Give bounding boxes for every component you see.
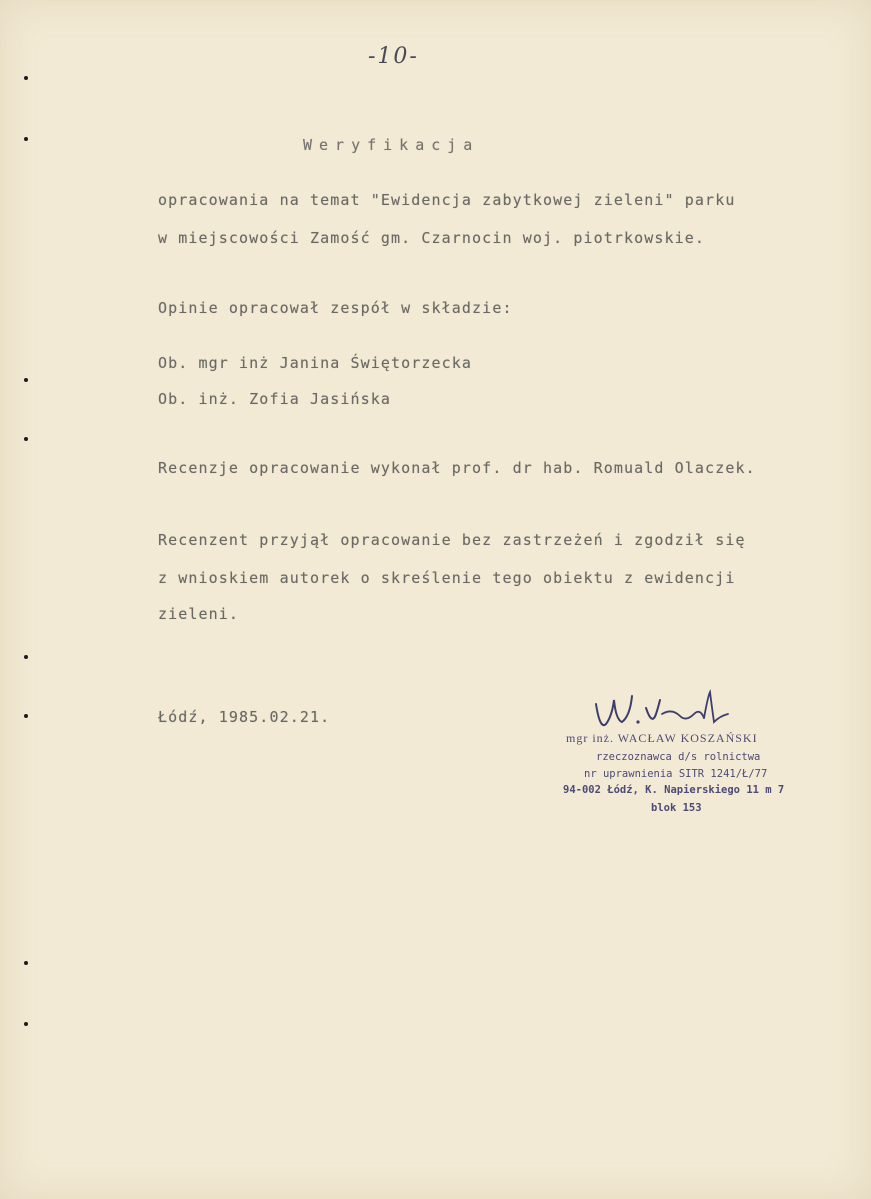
stamp-license: nr uprawnienia SITR 1241/Ł/77 [584,768,768,780]
stamp-address: 94-002 Łódź, K. Napierskiego 11 m 7 [563,784,785,796]
body-line: w miejscowości Zamość gm. Czarnocin woj. piotrkowskie. [158,229,706,247]
body-line: opracowania na temat "Ewidencja zabytkowej zieleni" parku [158,191,736,209]
stamp-block: blok 153 [651,802,702,814]
document-title: Weryfikacja [303,136,480,154]
binder-hole-mark [24,76,28,80]
body-line: Ob. mgr inż Janina Świętorzecka [158,354,473,372]
binder-hole-mark [24,655,28,659]
body-line: z wnioskiem autorek o skreślenie tego obiektu z ewidencji [158,569,736,587]
handwritten-signature [590,686,750,736]
body-line: zieleni. [158,605,240,623]
document-date: Łódź, 1985.02.21. [158,708,331,726]
binder-hole-mark [24,437,28,441]
binder-hole-mark [24,961,28,965]
body-line: Ob. inż. Zofia Jasińska [158,390,392,408]
page-number: -10- [368,44,419,69]
binder-hole-mark [24,378,28,382]
binder-hole-mark [24,137,28,141]
stamp-role: rzeczoznawca d/s rolnictwa [596,751,761,763]
body-line: Opinie opracował zespół w składzie: [158,299,513,317]
body-line: Recenzent przyjął opracowanie bez zastrzeżeń i zgodził się [158,531,746,549]
body-line: Recenzje opracowanie wykonał prof. dr hab. Romuald Olaczek. [158,459,756,477]
stamp-name: mgr inż. WACŁAW KOSZAŃSKI [566,731,758,745]
binder-hole-mark [24,1022,28,1026]
binder-hole-mark [24,714,28,718]
